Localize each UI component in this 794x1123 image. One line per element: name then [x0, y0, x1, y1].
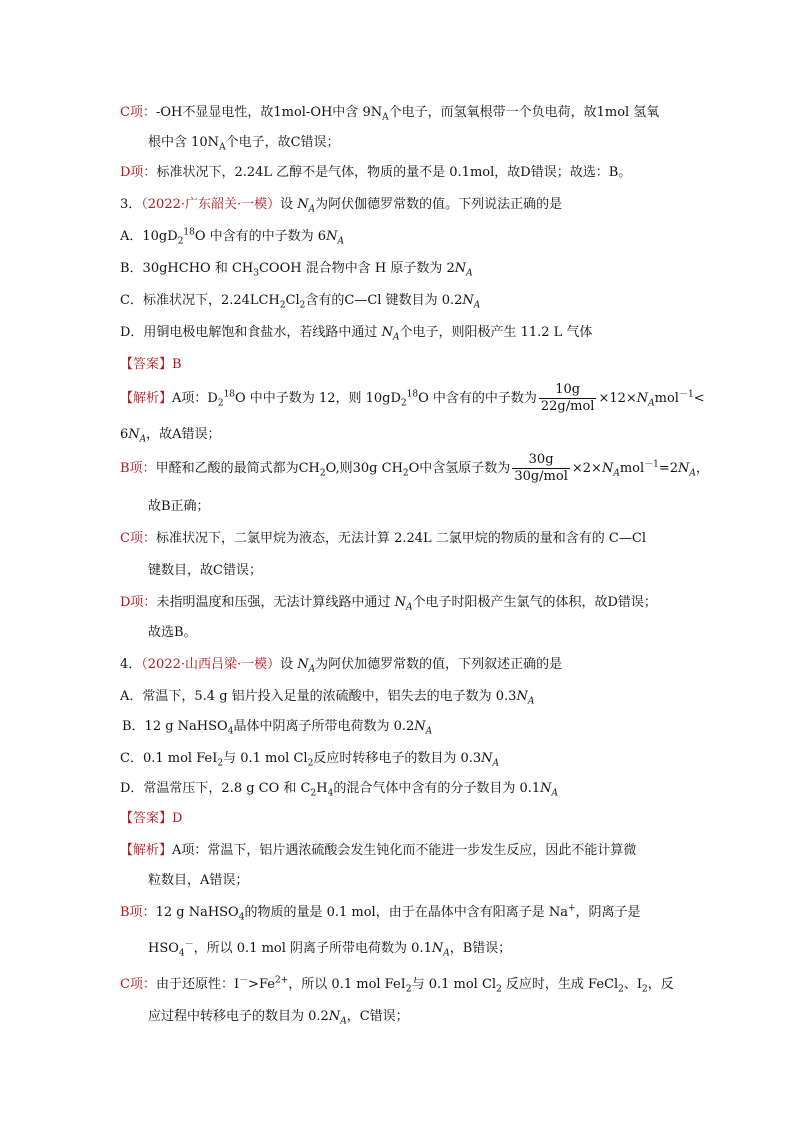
question-number: 3．: [120, 197, 142, 212]
question-3-option-c: [120, 292, 480, 310]
explanation-3-b: [120, 452, 709, 486]
subscript: A: [382, 112, 389, 123]
subscript: 2: [299, 300, 306, 311]
question-4: [120, 656, 562, 674]
question-source: （2022·山西吕梁·一模）: [141, 657, 281, 672]
text: 6: [120, 427, 129, 442]
subscript: 3: [253, 268, 259, 279]
label: 【解析】: [120, 391, 173, 406]
explanation-3-c-cont: 键数目，故C错误；: [148, 563, 262, 578]
subscript: A: [308, 664, 316, 675]
explanation-4-a: [120, 842, 636, 860]
text: 与 0.1 mol Cl: [411, 977, 497, 992]
subscript: 2: [307, 758, 314, 769]
symbol: N: [516, 689, 528, 704]
text: 标准状况下，2.24L 乙醇不是气体，物质的量不是 0.1mol，故D错误；故选：B。: [156, 165, 632, 180]
text: A项：D: [172, 391, 218, 406]
text: ×12×: [598, 391, 637, 406]
subscript: 2: [177, 236, 184, 247]
text: 个电子时阳极产生氯气的体积，故D错误；: [412, 595, 657, 610]
fraction: [539, 382, 597, 415]
explanation-3-a: [120, 382, 705, 416]
option-d-explanation: [120, 164, 631, 182]
numerator: 10g: [539, 382, 597, 399]
subscript: 2: [279, 300, 286, 311]
text: HSO: [148, 941, 179, 956]
text: 、I: [623, 977, 643, 992]
superscript: －1: [678, 389, 694, 400]
label: C项：: [120, 977, 156, 992]
question-4-option-d: [120, 780, 558, 798]
subscript: 4: [238, 912, 245, 923]
question-3-option-a: [120, 228, 344, 246]
symbol: N: [462, 293, 474, 308]
text: 反应时转移电子的数目为 0.3: [313, 751, 482, 766]
explanation-3-d-cont: 故选B。: [148, 625, 197, 640]
subscript: 2: [319, 468, 326, 479]
question-3: [120, 196, 562, 214]
subscript: 2: [402, 468, 409, 479]
text: 的混合气体中含有的分子数目为 0.1: [333, 781, 541, 796]
symbol: N: [636, 391, 649, 406]
explanation-4-b-cont: [148, 940, 511, 958]
text: A．10gD: [120, 229, 178, 244]
text: 个电子，则阳极产生 11.2 L 气体: [399, 325, 593, 340]
superscript: －1: [644, 459, 659, 470]
text: COOH 混合物中含 H 原子数为 2: [258, 261, 455, 276]
explanation-4-c: [120, 976, 674, 994]
subscript: A: [613, 468, 620, 479]
text: =2: [658, 461, 679, 476]
text: 根中含 10N: [148, 135, 220, 150]
explanation-3-c: [120, 530, 646, 548]
text: A．常温下，5.4 g 铝片投入足量的浓硫酸中，铝失去的电子数为 0.3: [120, 689, 517, 704]
subscript: A: [689, 468, 696, 479]
question-4-option-b: [122, 718, 432, 736]
text: ，: [695, 461, 709, 476]
subscript: 2: [400, 398, 407, 409]
superscript: 18: [183, 227, 195, 238]
question-4-option-a: [120, 688, 534, 706]
text: 个电子，而氢氧根带一个负电荷，故1mol 氢氧: [388, 105, 660, 120]
symbol: N: [297, 197, 309, 212]
label: C项：: [120, 105, 156, 120]
label: 【解析】: [120, 843, 173, 858]
explanation-3-d: [120, 594, 657, 612]
subscript: A: [466, 268, 473, 279]
superscript: －: [239, 975, 249, 986]
subscript: A: [527, 696, 535, 707]
subscript: A: [492, 758, 499, 769]
subscript: 4: [327, 788, 334, 799]
explanation-4-a-cont: 粒数目，A错误；: [148, 873, 249, 888]
superscript: +: [567, 903, 576, 914]
superscript: 2+: [275, 975, 289, 986]
symbol: N: [481, 751, 493, 766]
text: -OH不显显电性，故1mol-OH中含 9N: [155, 105, 383, 120]
subscript: 2: [217, 758, 224, 769]
question-3-option-b: [120, 260, 473, 278]
fraction: [512, 452, 570, 485]
text: 的物质的量是 0.1 mol，由于在晶体中含有阳离子是 Na: [244, 905, 568, 920]
text: ，所以 0.1 mol 阴离子所带电荷数为 0.1: [193, 941, 432, 956]
subscript: A: [425, 726, 433, 737]
text: ，B错误；: [449, 941, 512, 956]
text: 与 0.1 mol Cl: [223, 751, 308, 766]
symbol: N: [540, 781, 552, 796]
symbol: N: [381, 325, 393, 340]
text: ，阴离子是: [575, 905, 641, 920]
text: 甲醛和乙酸的最简式都为CH: [155, 461, 320, 476]
text: C．0.1 mol FeI: [120, 751, 218, 766]
subscript: A: [392, 332, 400, 343]
subscript: 2: [217, 398, 224, 409]
superscript: 18: [223, 389, 236, 400]
text: 设: [280, 657, 298, 672]
text: ，所以 0.1 mol FeI: [288, 977, 406, 992]
text: C．标准状况下，2.24LCH: [120, 293, 280, 308]
symbol: N: [326, 229, 338, 244]
text: 晶体中阴离子所带电荷数为 0.2: [233, 719, 415, 734]
label: D项：: [120, 165, 157, 180]
answer-4: 【答案】D: [120, 811, 183, 826]
symbol: N: [431, 941, 444, 956]
text: mol: [654, 391, 679, 406]
subscript: A: [473, 300, 481, 311]
explanation-3-a-cont: [120, 426, 221, 444]
text: 含有的C—Cl 键数目为 0.2: [305, 293, 463, 308]
subscript: A: [308, 204, 316, 215]
text: 应过程中转移电子的数目为 0.2: [148, 1009, 329, 1024]
text: D．用铜电极电解饱和食盐水，若线路中通过: [120, 325, 382, 340]
text: ，C错误；: [346, 1009, 409, 1024]
option-c-explanation: [120, 104, 659, 122]
text: Cl: [285, 293, 300, 308]
text: 反应时，生成 FeCl: [501, 977, 619, 992]
text: 由于还原性：I: [155, 977, 240, 992]
symbol: N: [454, 261, 467, 276]
text: 未指明温度和压强，无法计算线路中通过: [156, 595, 395, 610]
explanation-4-c-cont: [148, 1008, 409, 1026]
numerator: 30g: [512, 452, 570, 469]
question-number: 4．: [120, 657, 142, 672]
text: 标准状况下，二氯甲烷为液态，无法计算 2.24L 二氯甲烷的物质的量和含有的 C—Cl: [155, 531, 646, 546]
text: >Fe: [248, 977, 276, 992]
superscript: 18: [406, 389, 419, 400]
subscript: 2: [618, 984, 624, 995]
subscript: 2: [405, 984, 412, 995]
subscript: A: [139, 434, 147, 445]
subscript: 2: [310, 788, 317, 799]
text: A项：常温下，铝片遇浓硫酸会发生钝化而不能进一步发生反应，因此不能计算微: [172, 843, 637, 858]
subscript: A: [551, 788, 558, 799]
text: <: [693, 391, 705, 406]
denominator: 22g/mol: [540, 399, 595, 414]
question-3-option-d: [120, 324, 592, 342]
symbol: N: [328, 1009, 341, 1024]
text: 为阿伏伽德罗常数的值。下列说法正确的是: [315, 197, 563, 212]
subscript: A: [648, 398, 655, 409]
subscript: A: [219, 142, 226, 153]
text: 设: [280, 197, 298, 212]
subscript: 2: [642, 984, 648, 995]
symbol: N: [414, 719, 426, 734]
label: B项：: [120, 905, 156, 920]
explanation-3-b-cont: 故B正确；: [148, 499, 210, 514]
text: 为阿伏加德罗常数的值，下列叙述正确的是: [315, 657, 563, 672]
text: B．12 g NaHSO: [122, 719, 228, 734]
text: ×2×: [571, 461, 602, 476]
text: O中含氢原子数为: [408, 461, 511, 476]
option-c-explanation-cont: [148, 134, 340, 152]
subscript: A: [405, 602, 413, 613]
subscript: A: [443, 948, 450, 959]
text: 12 g NaHSO: [155, 905, 239, 920]
text: H: [316, 781, 328, 796]
question-4-option-c: [120, 750, 499, 768]
text: 个电子，故C错误；: [225, 135, 340, 150]
label: C项：: [120, 531, 156, 546]
denominator: 30g/mol: [514, 469, 568, 484]
superscript: －: [184, 939, 194, 950]
question-source: （2022·广东韶关·一模）: [141, 197, 281, 212]
text: B．30gHCHO 和 CH: [120, 261, 254, 276]
text: O 中中子数为 12，则 10gD: [235, 391, 401, 406]
symbol: N: [678, 461, 690, 476]
label: D项：: [120, 595, 157, 610]
subscript: 2: [496, 984, 502, 995]
text: ，故A错误；: [146, 427, 221, 442]
label: B项：: [120, 461, 156, 476]
subscript: 4: [227, 726, 234, 737]
subscript: 4: [178, 948, 185, 959]
symbol: N: [297, 657, 309, 672]
text: O 中含有的中子数为 6: [194, 229, 327, 244]
text: O,则30g CH: [325, 461, 403, 476]
subscript: A: [337, 236, 344, 247]
symbol: N: [394, 595, 406, 610]
subscript: A: [340, 1016, 347, 1027]
text: O 中含有的中子数为: [418, 391, 537, 406]
symbol: N: [601, 461, 614, 476]
text: D．常温常压下，2.8 g CO 和 C: [120, 781, 311, 796]
answer-3: 【答案】B: [120, 357, 182, 372]
text: mol: [619, 461, 645, 476]
text: ，反: [647, 977, 674, 992]
symbol: N: [128, 427, 140, 442]
explanation-4-b: [120, 904, 641, 922]
